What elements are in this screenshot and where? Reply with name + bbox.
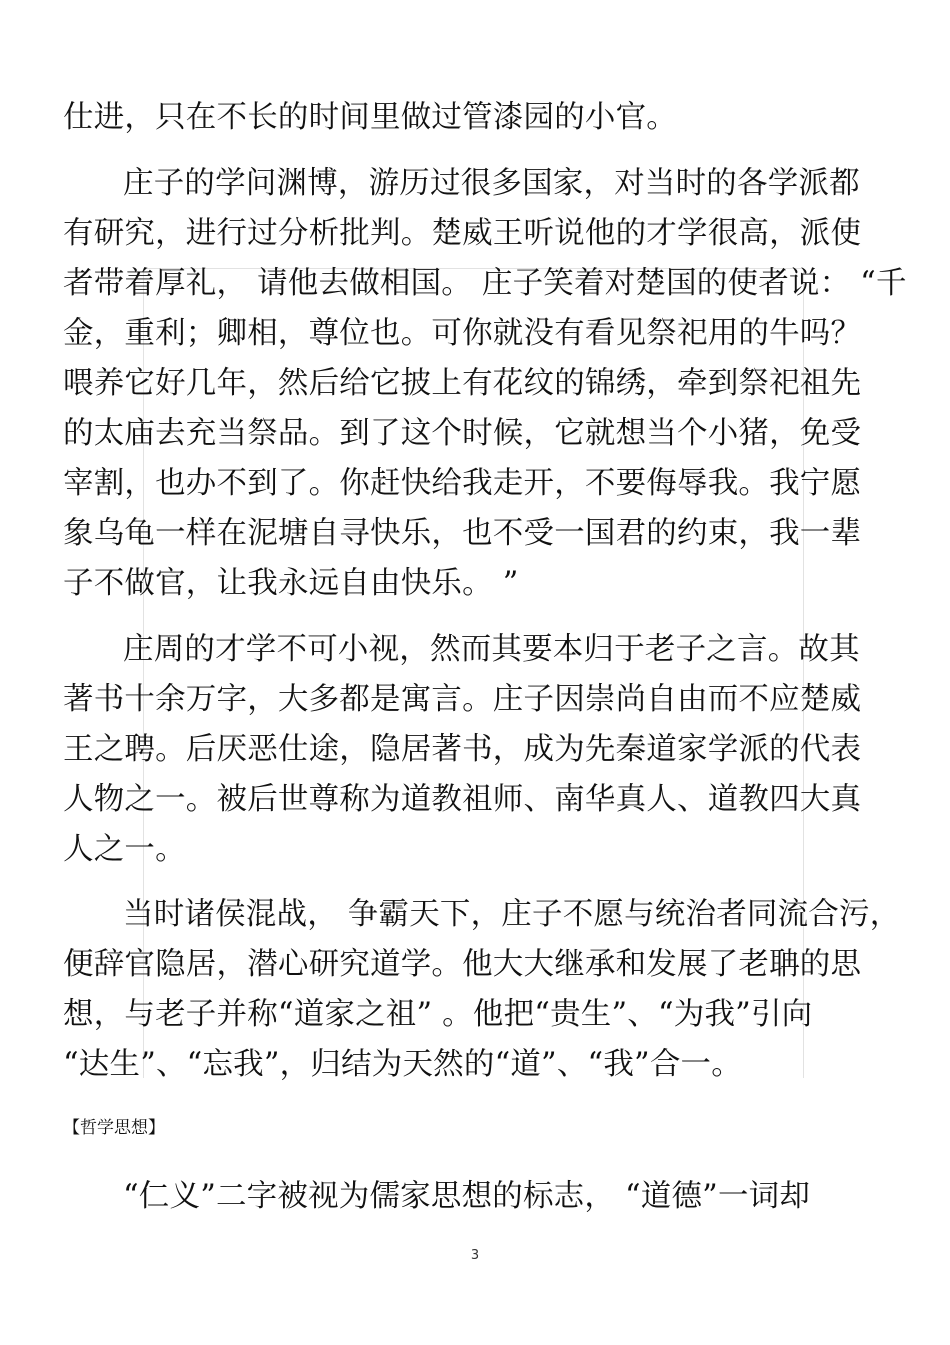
text-line: 仕进，只在不长的时间里做过管漆园的小官。	[63, 100, 677, 135]
text-line: 金，重利；卿相，尊位也。可你就没有看见祭祀用的牛吗？	[63, 316, 862, 351]
text-line: 想，与老子并称“道家之祖” 。他把“贵生”、“为我”引向	[63, 997, 813, 1032]
text-line: 宰割，也办不到了。你赶快给我走开，不要侮辱我。我宁愿	[63, 466, 862, 501]
text-line: 喂养它好几年，然后给它披上有花纹的锦绣，牵到祭祀祖先	[63, 366, 862, 401]
text-line: 庄子的学问渊博，游历过很多国家，对当时的各学派都	[123, 166, 860, 201]
text-line: 人物之一。被后世尊称为道教祖师、南华真人、道教四大真	[63, 782, 862, 817]
text-line: 有研究，进行过分析批判。楚威王听说他的才学很高，派使	[63, 216, 862, 251]
text-line: 人之一。	[63, 832, 186, 867]
text-line: 便辞官隐居，潜心研究道学。他大大继承和发展了老聃的思	[63, 947, 862, 982]
page-number: 3	[470, 1248, 480, 1263]
text-line: 子不做官，让我永远自由快乐。 ”	[63, 566, 519, 601]
text-line: 著书十余万字，大多都是寓言。庄子因崇尚自由而不应楚威	[63, 682, 862, 717]
text-line: 者带着厚礼， 请他去做相国。 庄子笑着对楚国的使者说： “千	[63, 266, 907, 301]
text-line: 的太庙去充当祭品。到了这个时候，它就想当个小猪，免受	[63, 416, 862, 451]
text-line: “达生”、“忘我”，归结为天然的“道”、“我”合一。	[63, 1047, 742, 1082]
text-line: 当时诸侯混战， 争霸天下，庄子不愿与统治者同流合污，	[123, 897, 901, 932]
section-heading: 【哲学思想】	[63, 1118, 165, 1138]
text-line: 庄周的才学不可小视，然而其要本归于老子之言。故其	[123, 632, 860, 667]
text-line: “仁义”二字被视为儒家思想的标志， “道德”一词却	[123, 1179, 811, 1214]
text-line: 象乌龟一样在泥塘自寻快乐，也不受一国君的约束，我一辈	[63, 516, 862, 551]
text-line: 王之聘。后厌恶仕途，隐居著书，成为先秦道家学派的代表	[63, 732, 862, 767]
